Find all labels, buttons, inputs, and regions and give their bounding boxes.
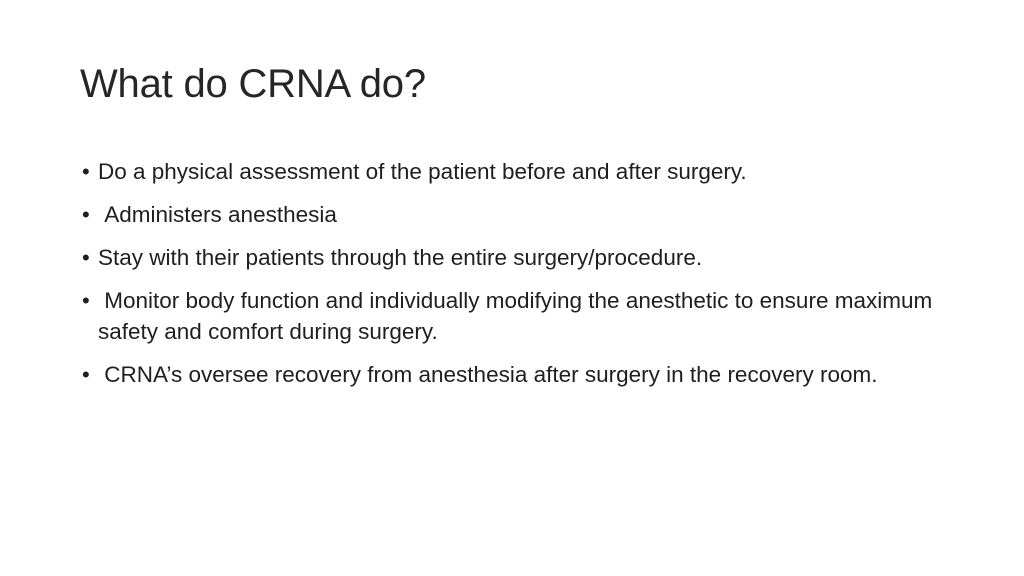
bullet-icon: • — [82, 362, 90, 387]
bullet-item-5 — [80, 359, 960, 390]
slide-title: What do CRNA do? — [80, 62, 426, 106]
bullet-item-2 — [80, 199, 960, 230]
bullet-item-4 — [80, 285, 960, 347]
bullet-item-1 — [80, 156, 960, 187]
bullet-icon: • — [82, 288, 90, 313]
bullet-text: Monitor body function and individually modifying the anesthetic to ensure maximum safety and comfort during surgery. — [98, 288, 939, 344]
bullet-text: Stay with their patients through the entire surgery/procedure. — [98, 245, 703, 270]
bullet-item-3 — [80, 242, 960, 273]
bullet-icon: • — [82, 202, 90, 227]
bullet-icon: • — [82, 159, 90, 184]
bullet-list — [80, 156, 960, 402]
bullet-text: CRNA’s oversee recovery from anesthesia after surgery in the recovery room. — [98, 362, 878, 387]
bullet-text: Administers anesthesia — [98, 202, 337, 227]
bullet-icon: • — [82, 245, 90, 270]
bullet-text: Do a physical assessment of the patient before and after surgery. — [98, 159, 747, 184]
